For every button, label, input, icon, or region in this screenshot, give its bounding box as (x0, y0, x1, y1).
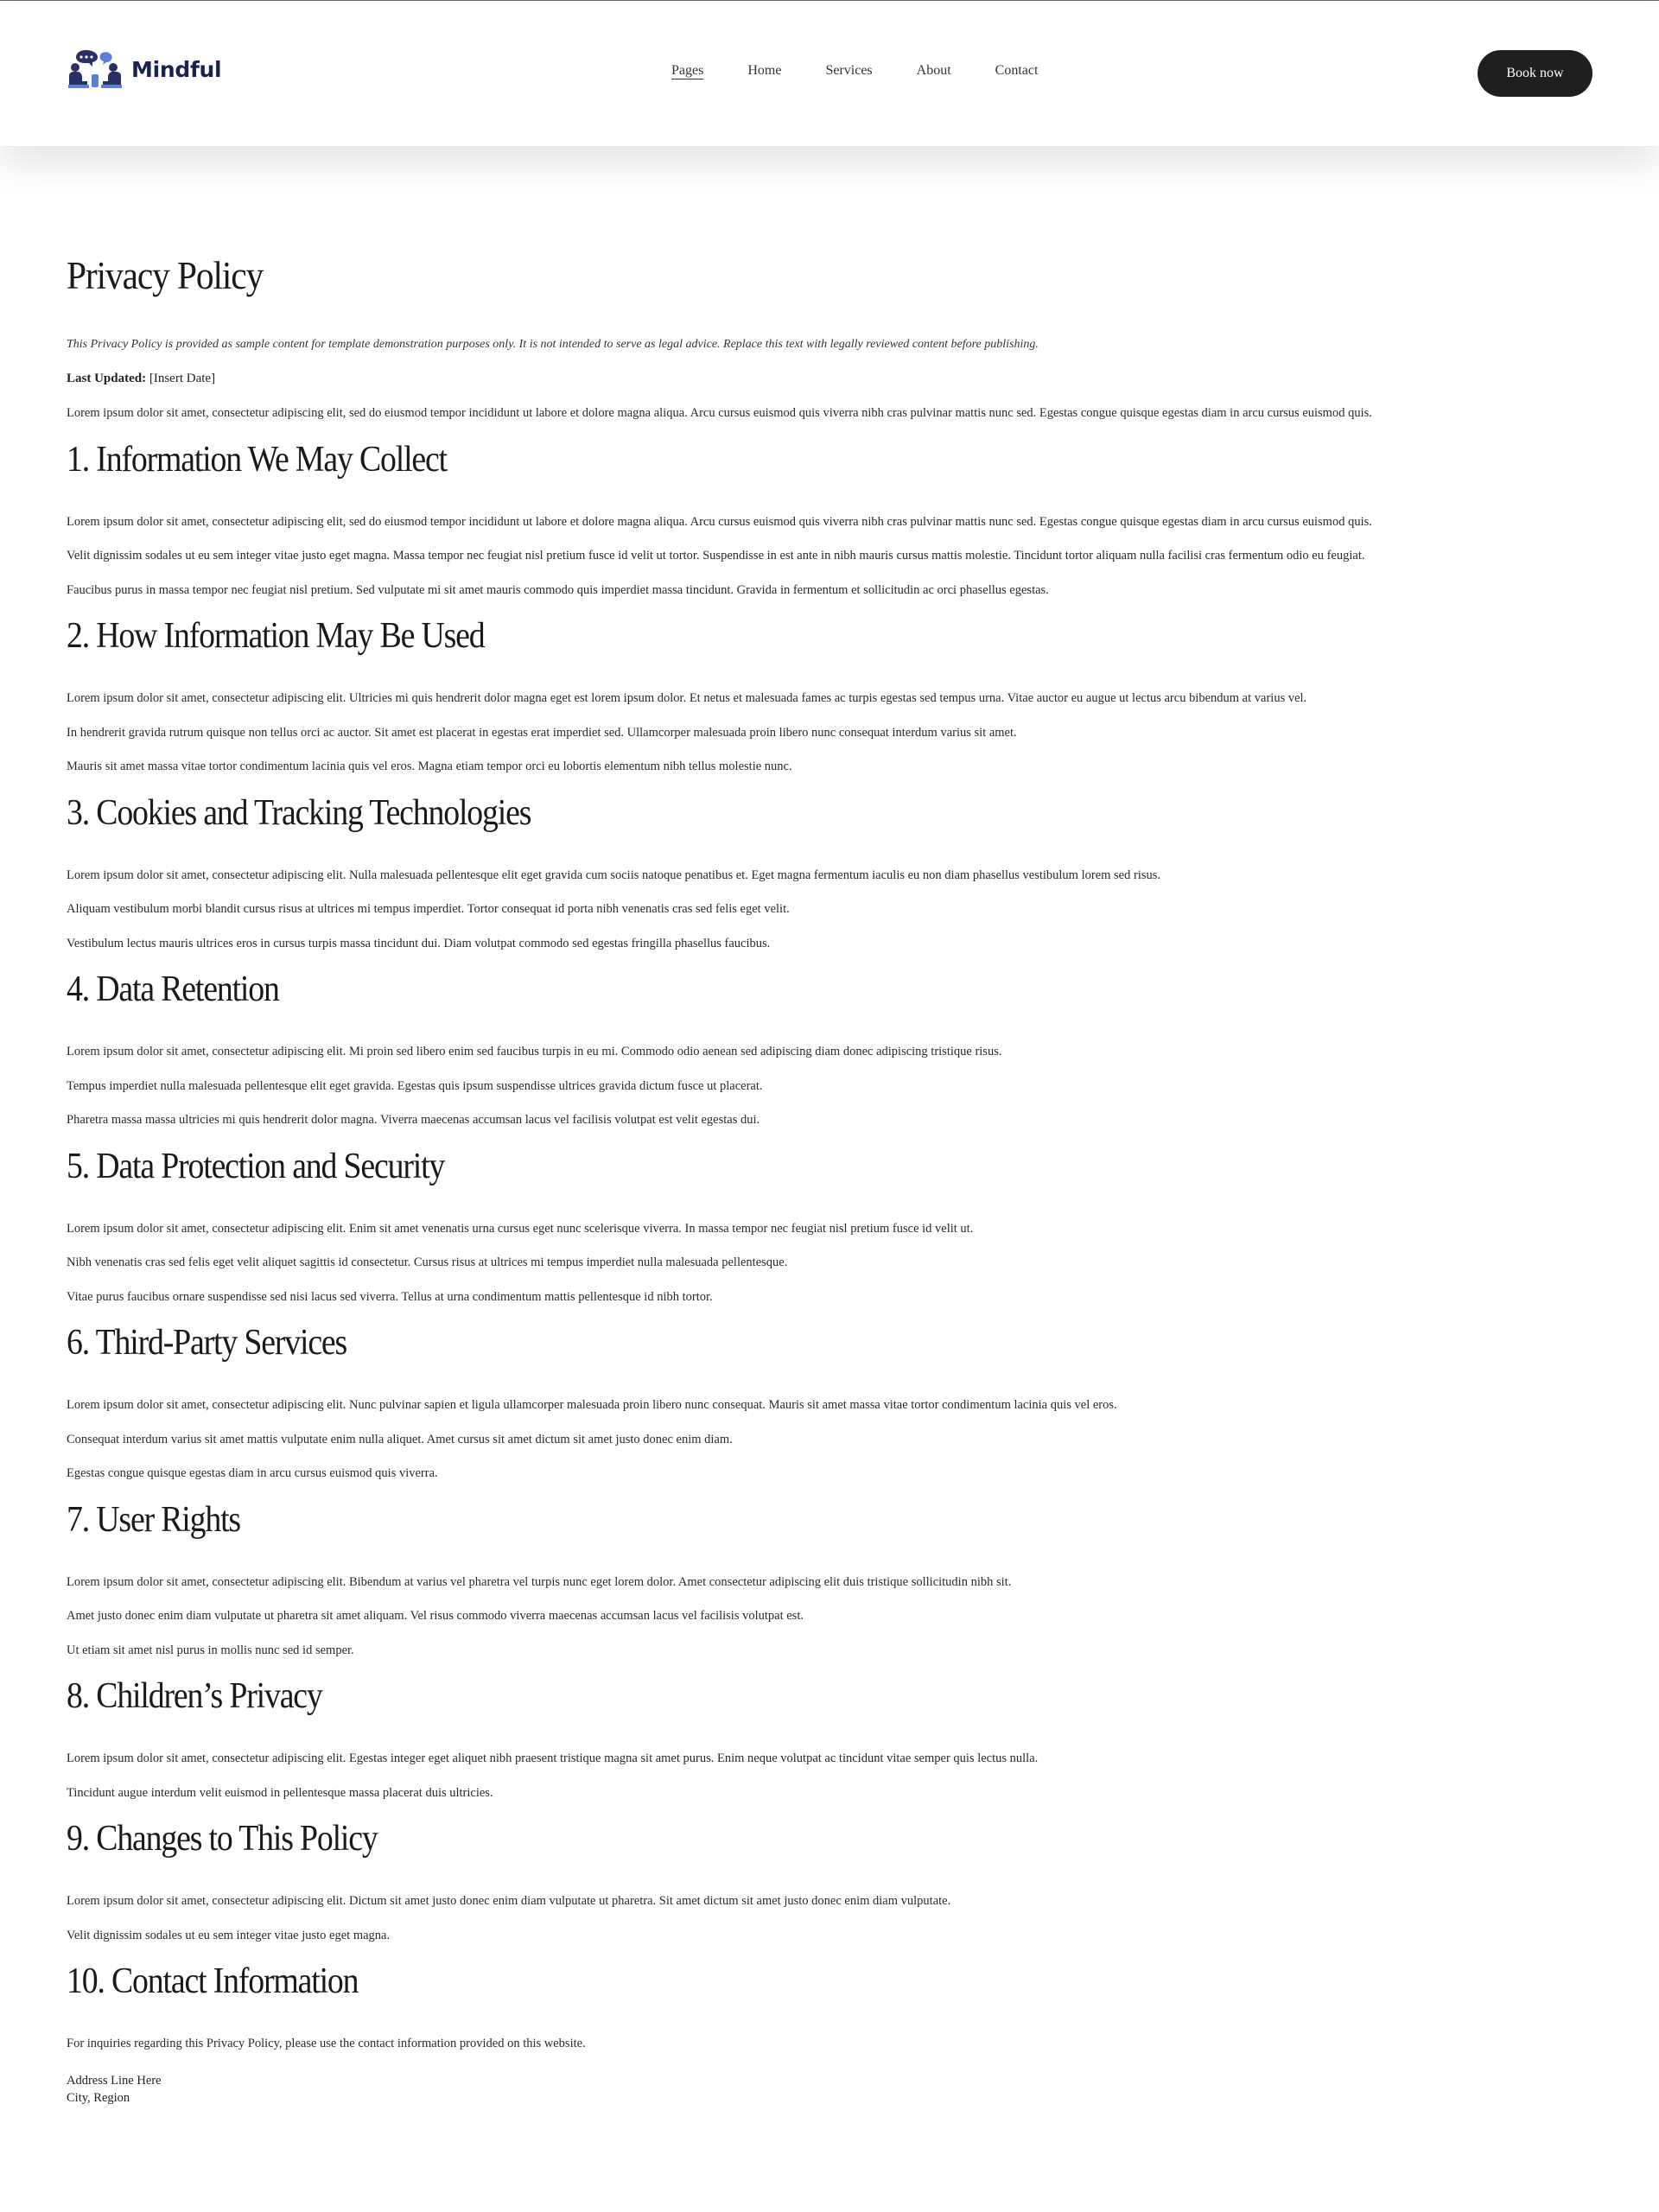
section-paragraph: Pharetra massa massa ultricies mi quis hendrerit dolor magna. Viverra maecenas accumsan lacus vel facilisis volutpat est velit egestas dui. (67, 1113, 760, 1127)
section-paragraph: Faucibus purus in massa tempor nec feugiat nisl pretium. Sed vulputate mi sit amet mauris commodo quis imperdiet massa tincidunt. Gravida in fermentum et sollicitudin ac orci phasellus egestas. (67, 582, 1049, 597)
section-paragraph: Lorem ipsum dolor sit amet, consectetur adipiscing elit. Nulla malesuada pellentesque elit eget gravida cum sociis natoque penatibus et. Eget magna fermentum iaculis eu non diam phasellus vestibulum lorem sed risus. (67, 868, 1161, 882)
nav-services[interactable]: Services (825, 63, 873, 78)
section-paragraph: Lorem ipsum dolor sit amet, consectetur adipiscing elit. Egestas integer eget aliquet nibh praesent tristique magna sit amet purus. Enim neque volutpat ac tincidunt vitae semper quis lectus nulla. (67, 1751, 1039, 1765)
section-paragraph: Lorem ipsum dolor sit amet, consectetur adipiscing elit. Mi proin sed libero enim sed faucibus turpis in eu mi. Commodo odio aenean sed adipiscing diam donec adipiscing tristique risus. (67, 1045, 1002, 1058)
section-paragraph: Vitae purus faucibus ornare suspendisse sed nisi lacus sed viverra. Tellus at urna condimentum mattis pellentesque id nibh tortor. (67, 1289, 713, 1304)
intro-paragraph: Lorem ipsum dolor sit amet, consectetur adipiscing elit, sed do eiusmod tempor incididunt ut labore et dolore magna aliqua. Arcu cursus euismod quis viverra nibh cras pulvinar mattis nunc sed. Egestas congue quisque egestas diam in arcu cursus euismod quis. (67, 406, 1372, 420)
section-heading: 10. Contact Information (67, 1961, 359, 2001)
section-paragraph: For inquiries regarding this Privacy Policy, please use the contact information provided on this website. (67, 2037, 586, 2050)
brand-name: Mindful (131, 56, 222, 82)
main-nav (671, 63, 1038, 79)
section-heading: 8. Children’s Privacy (67, 1676, 322, 1716)
section-paragraph: Lorem ipsum dolor sit amet, consectetur adipiscing elit. Ultricies mi quis hendrerit dolor magna eget est lorem ipsum dolor. Et netus et malesuada fames ac turpis egestas sed tempus urna. Vitae auctor eu augue ut lectus arcu bibendum at varius vel. (67, 691, 1307, 705)
disclaimer: This Privacy Policy is provided as sample content for template demonstration purposes only. It is not intended to serve as legal advice. Replace this text with legally reviewed content before publishing. (67, 338, 1039, 351)
last-updated-label: Last Updated: (67, 372, 147, 385)
contact-address (67, 2072, 1592, 2107)
section-heading: 1. Information We May Collect (67, 439, 447, 480)
section-heading: 7. User Rights (67, 1499, 240, 1540)
section-paragraph: Velit dignissim sodales ut eu sem integer vitae justo eget magna. Massa tempor nec feugiat nisl pretium fusce id velit ut tortor. Suspendisse in est ante in nibh mauris cursus mattis molestie. Tincidunt tortor aliquam nulla facilisi cras fermentum odio eu feugiat. (67, 549, 1365, 563)
nav-home[interactable]: Home (747, 63, 782, 78)
book-now-button[interactable]: Book now (1478, 50, 1592, 97)
page-title: Privacy Policy (67, 254, 264, 297)
section-paragraph: Tincidunt augue interdum velit euismod in pellentesque massa placerat duis ultricies. (67, 1785, 493, 1800)
people-talking-icon (67, 48, 124, 90)
section-paragraph: Consequat interdum varius sit amet mattis vulputate enim nulla aliquet. Amet cursus sit amet dictum sit amet justo donec enim diam. (67, 1432, 733, 1446)
section-paragraph: Lorem ipsum dolor sit amet, consectetur adipiscing elit, sed do eiusmod tempor incididunt ut labore et dolore magna aliqua. Arcu cursus euismod quis viverra nibh cras pulvinar mattis nunc sed. Egestas congue quisque egestas diam in arcu cursus euismod quis. (67, 514, 1372, 529)
section-paragraph: Mauris sit amet massa vitae tortor condimentum lacinia quis vel eros. Magna etiam tempor orci eu lobortis elementum nibh tellus molestie nunc. (67, 760, 792, 773)
privacy-policy-content (0, 146, 1659, 2107)
section-paragraph: Ut etiam sit amet nisl purus in mollis nunc sed id semper. (67, 1643, 354, 1657)
last-updated-value: [Insert Date] (149, 372, 216, 385)
section-heading: 5. Data Protection and Security (67, 1146, 445, 1186)
section-paragraph: Egestas congue quisque egestas diam in arcu cursus euismod quis viverra. (67, 1466, 438, 1480)
section-heading: 9. Changes to This Policy (67, 1819, 378, 1859)
section-paragraph: Lorem ipsum dolor sit amet, consectetur adipiscing elit. Enim sit amet venenatis urna cursus eget nunc scelerisque viverra. In massa tempor nec feugiat nisl pretium fusce id velit ut. (67, 1221, 974, 1236)
section-heading: 6. Third-Party Services (67, 1323, 347, 1363)
section-paragraph: Vestibulum lectus mauris ultrices eros in cursus turpis massa tincidunt dui. Diam volutpat commodo sed egestas fringilla phasellus faucibus. (67, 936, 771, 950)
address-line-1: Address Line Here (67, 2073, 162, 2088)
address-line-2: City, Region (67, 2090, 130, 2105)
section-heading: 3. Cookies and Tracking Technologies (67, 792, 531, 833)
section-paragraph: Lorem ipsum dolor sit amet, consectetur adipiscing elit. Dictum sit amet justo donec enim diam vulputate ut pharetra. Sit amet dictum sit amet justo donec enim diam vulputate. (67, 1894, 951, 1908)
brand-logo[interactable] (67, 48, 221, 90)
section-paragraph: Lorem ipsum dolor sit amet, consectetur adipiscing elit. Bibendum at varius vel pharetra vel turpis nunc eget lorem dolor. Amet consectetur adipiscing elit duis tristique sollicitudin nibh sit. (67, 1574, 1012, 1589)
section-heading: 2. How Information May Be Used (67, 616, 485, 656)
site-header (0, 1, 1659, 146)
section-paragraph: Aliquam vestibulum morbi blandit cursus risus at ultrices mi tempus imperdiet. Tortor consequat id porta nibh venenatis cras sed felis eget velit. (67, 902, 790, 916)
section-paragraph: Tempus imperdiet nulla malesuada pellentesque elit eget gravida. Egestas quis ipsum suspendisse ultrices gravida dictum fusce ut placerat. (67, 1078, 763, 1093)
last-updated (67, 372, 1592, 385)
section-paragraph: Velit dignissim sodales ut eu sem integer vitae justo eget magna. (67, 1928, 391, 1942)
nav-about[interactable]: About (916, 63, 951, 78)
section-paragraph: In hendrerit gravida rutrum quisque non tellus orci ac auctor. Sit amet est placerat in egestas erat imperdiet sed. Ullamcorper malesuada proin libero nunc consequat interdum varius sit amet. (67, 725, 1017, 740)
nav-contact[interactable]: Contact (995, 63, 1039, 78)
section-paragraph: Nibh venenatis cras sed felis eget velit aliquet sagittis id consectetur. Cursus risus at ultrices mi tempus imperdiet nulla malesuada pellentesque. (67, 1255, 788, 1269)
nav-pages[interactable]: Pages (671, 63, 704, 78)
section-heading: 4. Data Retention (67, 969, 279, 1009)
section-paragraph: Lorem ipsum dolor sit amet, consectetur adipiscing elit. Nunc pulvinar sapien et ligula ullamcorper malesuada proin libero nunc consequat. Mauris sit amet massa vitae tortor condimentum lacinia quis vel eros. (67, 1398, 1117, 1412)
section-paragraph: Amet justo donec enim diam vulputate ut pharetra sit amet aliquam. Vel risus commodo viverra maecenas accumsan lacus vel facilisis volutpat est. (67, 1609, 804, 1623)
